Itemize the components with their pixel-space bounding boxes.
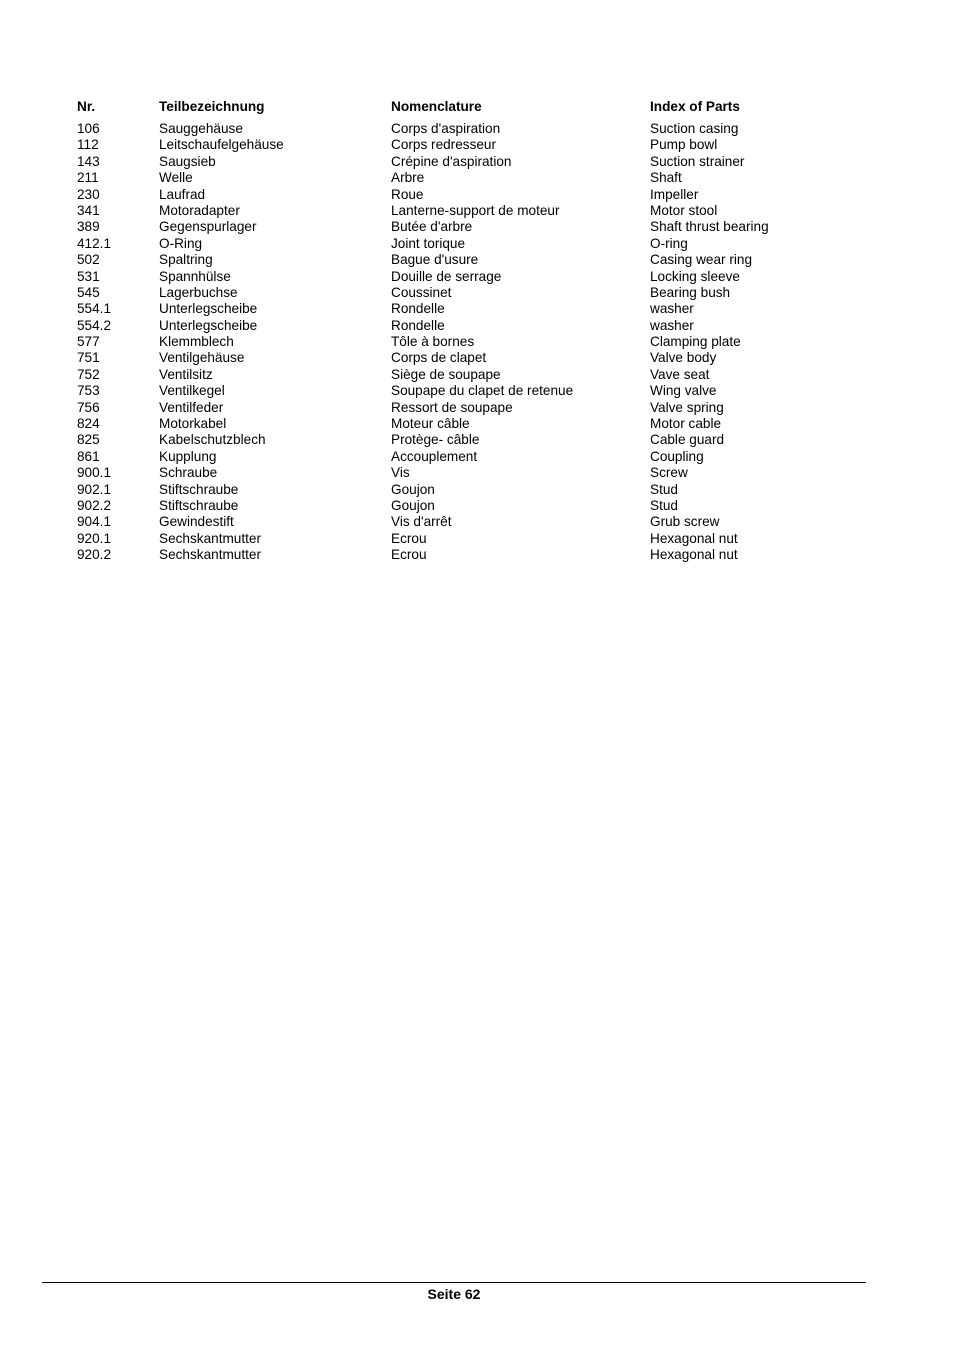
cell-nr: 577 <box>77 334 100 350</box>
cell-nr: 502 <box>77 252 100 268</box>
cell-nr: 920.2 <box>77 547 112 563</box>
cell-nomenclature: Goujon <box>391 481 435 497</box>
table-row <box>77 219 837 235</box>
cell-teilbezeichnung: Ventilgehäuse <box>159 350 245 366</box>
table-row <box>77 498 837 514</box>
cell-teilbezeichnung: Sechskantmutter <box>159 547 261 563</box>
table-header-row <box>77 99 837 115</box>
cell-teilbezeichnung: Motorkabel <box>159 416 227 432</box>
cell-teilbezeichnung: Sechskantmutter <box>159 530 261 546</box>
cell-teilbezeichnung: Ventilsitz <box>159 366 213 382</box>
cell-index-of-parts: Wing valve <box>650 383 717 399</box>
cell-teilbezeichnung: Motoradapter <box>159 202 240 218</box>
page-number: Seite 62 <box>427 1286 481 1302</box>
cell-index-of-parts: Motor stool <box>650 202 718 218</box>
cell-nr: 230 <box>77 186 100 202</box>
cell-nr: 554.1 <box>77 301 112 317</box>
table-row <box>77 187 837 203</box>
cell-teilbezeichnung: Lagerbuchse <box>159 284 238 300</box>
table-row <box>77 301 837 317</box>
cell-nr: 112 <box>77 137 99 153</box>
cell-nomenclature: Douille de serrage <box>391 268 502 284</box>
cell-nr: 143 <box>77 153 100 169</box>
cell-nomenclature: Rondelle <box>391 301 445 317</box>
table-row <box>77 482 837 498</box>
cell-nr: 904.1 <box>77 514 112 530</box>
table-row <box>77 137 837 153</box>
cell-nr: 753 <box>77 383 100 399</box>
cell-index-of-parts: Screw <box>650 465 688 481</box>
cell-nr: 106 <box>77 121 100 136</box>
cell-nomenclature: Rondelle <box>391 317 445 333</box>
cell-nr: 824 <box>77 416 100 432</box>
cell-nr: 554.2 <box>77 317 112 333</box>
cell-teilbezeichnung: Stiftschraube <box>159 497 239 513</box>
cell-nomenclature: Moteur câble <box>391 416 470 432</box>
cell-index-of-parts: Vave seat <box>650 366 710 382</box>
table-row <box>77 514 837 530</box>
table-row <box>77 252 837 268</box>
table-row <box>77 269 837 285</box>
cell-teilbezeichnung: Saugsieb <box>159 153 216 169</box>
cell-nomenclature: Butée d'arbre <box>391 219 473 235</box>
cell-teilbezeichnung: Spannhülse <box>159 268 231 284</box>
cell-index-of-parts: Valve body <box>650 350 717 366</box>
cell-nr: 531 <box>77 268 100 284</box>
cell-nr: 920.1 <box>77 530 112 546</box>
cell-index-of-parts: Hexagonal nut <box>650 530 738 546</box>
cell-index-of-parts: O-ring <box>650 235 688 251</box>
cell-teilbezeichnung: Spaltring <box>159 252 213 268</box>
cell-index-of-parts: Hexagonal nut <box>650 547 738 563</box>
table-row <box>77 416 837 432</box>
header-nomenclature: Nomenclature <box>391 99 482 114</box>
footer-divider <box>42 1282 866 1283</box>
table-row <box>77 203 837 219</box>
cell-teilbezeichnung: Klemmblech <box>159 334 234 350</box>
cell-teilbezeichnung: Unterlegscheibe <box>159 301 258 317</box>
cell-nomenclature: Tôle à bornes <box>391 334 475 350</box>
table-row <box>77 318 837 334</box>
table-row <box>77 449 837 465</box>
cell-teilbezeichnung: Leitschaufelgehäuse <box>159 137 284 153</box>
header-index-of-parts: Index of Parts <box>650 99 740 114</box>
cell-nr: 341 <box>77 202 100 218</box>
header-nr: Nr. <box>77 99 96 114</box>
table-row <box>77 285 837 301</box>
cell-teilbezeichnung: Gewindestift <box>159 514 234 530</box>
cell-nomenclature: Siège de soupape <box>391 366 501 382</box>
cell-index-of-parts: Shaft thrust bearing <box>650 219 769 235</box>
cell-teilbezeichnung: Ventilfeder <box>159 399 224 415</box>
cell-nomenclature: Bague d'usure <box>391 252 479 268</box>
cell-nomenclature: Soupape du clapet de retenue <box>391 383 574 399</box>
cell-index-of-parts: Locking sleeve <box>650 268 740 284</box>
table-row <box>77 236 837 252</box>
table-row <box>77 350 837 366</box>
cell-index-of-parts: Pump bowl <box>650 137 718 153</box>
cell-index-of-parts: Suction casing <box>650 121 739 136</box>
cell-teilbezeichnung: Ventilkegel <box>159 383 225 399</box>
table-row <box>77 465 837 481</box>
cell-nomenclature: Vis d'arrêt <box>391 514 452 530</box>
cell-nomenclature: Accouplement <box>391 448 478 464</box>
cell-index-of-parts: Clamping plate <box>650 334 741 350</box>
cell-nr: 902.1 <box>77 481 112 497</box>
cell-index-of-parts: washer <box>650 317 694 333</box>
cell-index-of-parts: Stud <box>650 481 678 497</box>
cell-index-of-parts: Impeller <box>650 186 699 202</box>
table-row <box>77 400 837 416</box>
cell-nomenclature: Roue <box>391 186 424 202</box>
cell-nomenclature: Coussinet <box>391 284 452 300</box>
cell-nr: 756 <box>77 399 100 415</box>
cell-nomenclature: Joint torique <box>391 235 466 251</box>
cell-teilbezeichnung: Gegenspurlager <box>159 219 257 235</box>
cell-index-of-parts: Casing wear ring <box>650 252 752 268</box>
table-row <box>77 367 837 383</box>
cell-index-of-parts: Cable guard <box>650 432 725 448</box>
cell-nr: 545 <box>77 284 100 300</box>
cell-teilbezeichnung: Schraube <box>159 465 218 481</box>
table-body <box>77 121 837 564</box>
cell-teilbezeichnung: Welle <box>159 170 193 186</box>
cell-nr: 900.1 <box>77 465 112 481</box>
cell-nomenclature: Crépine d'aspiration <box>391 153 512 169</box>
cell-teilbezeichnung: Unterlegscheibe <box>159 317 258 333</box>
cell-nr: 751 <box>77 350 100 366</box>
cell-teilbezeichnung: Laufrad <box>159 186 206 202</box>
cell-nr: 752 <box>77 366 100 382</box>
cell-teilbezeichnung: Kupplung <box>159 448 217 464</box>
cell-index-of-parts: Shaft <box>650 170 682 186</box>
cell-index-of-parts: Stud <box>650 497 678 513</box>
cell-nomenclature: Protège- câble <box>391 432 480 448</box>
table-row <box>77 383 837 399</box>
cell-teilbezeichnung: O-Ring <box>159 235 203 251</box>
cell-nr: 211 <box>77 170 99 186</box>
cell-index-of-parts: Coupling <box>650 448 704 464</box>
cell-nomenclature: Arbre <box>391 170 425 186</box>
cell-nr: 389 <box>77 219 100 235</box>
table-row <box>77 154 837 170</box>
cell-nomenclature: Corps de clapet <box>391 350 487 366</box>
cell-teilbezeichnung: Stiftschraube <box>159 481 239 497</box>
cell-nomenclature: Lanterne-support de moteur <box>391 202 560 218</box>
table-row <box>77 531 837 547</box>
cell-nomenclature: Vis <box>391 465 410 481</box>
cell-index-of-parts: Motor cable <box>650 416 722 432</box>
cell-nomenclature: Corps d'aspiration <box>391 121 501 136</box>
cell-nomenclature: Ecrou <box>391 530 427 546</box>
table-row <box>77 547 837 563</box>
cell-teilbezeichnung: Sauggehäuse <box>159 121 243 136</box>
cell-nomenclature: Ressort de soupape <box>391 399 513 415</box>
cell-nr: 825 <box>77 432 100 448</box>
cell-index-of-parts: Valve spring <box>650 399 724 415</box>
table-row <box>77 121 837 137</box>
table-row <box>77 170 837 186</box>
cell-nr: 902.2 <box>77 497 112 513</box>
header-teilbezeichnung: Teilbezeichnung <box>159 99 265 114</box>
cell-index-of-parts: Suction strainer <box>650 153 745 169</box>
cell-nr: 861 <box>77 448 100 464</box>
cell-nomenclature: Ecrou <box>391 547 427 563</box>
cell-nomenclature: Goujon <box>391 497 435 513</box>
cell-index-of-parts: washer <box>650 301 694 317</box>
cell-nr: 412.1 <box>77 235 112 251</box>
cell-teilbezeichnung: Kabelschutzblech <box>159 432 266 448</box>
table-row <box>77 334 837 350</box>
parts-table <box>77 99 837 564</box>
cell-nomenclature: Corps redresseur <box>391 137 497 153</box>
table-row <box>77 432 837 448</box>
cell-index-of-parts: Bearing bush <box>650 284 731 300</box>
cell-index-of-parts: Grub screw <box>650 514 720 530</box>
